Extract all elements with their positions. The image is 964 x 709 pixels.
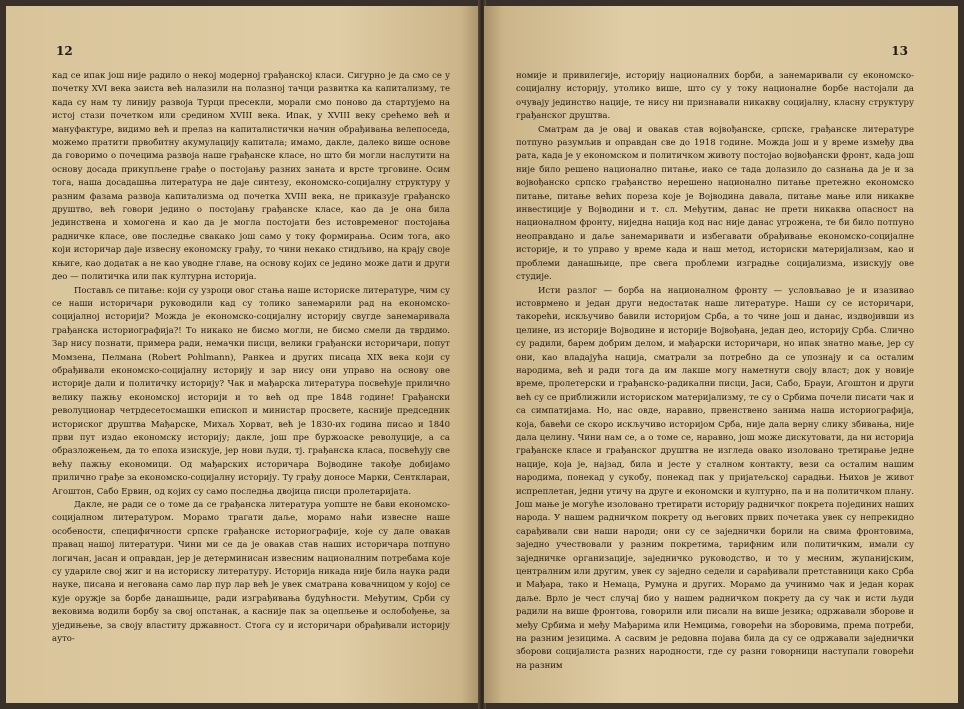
- right-page-text: [516, 70, 914, 673]
- paragraph: Постављ се питање: који су узроци овог стања наше историске литературе, чим су се наши историчари руководили кад су толико занемарили рад на економско-социјалној историји? Можда је економско-социјалну историју свугде занемаривала грађанска историографија?! То никако не бисмо могли, не бисмо смели да тврдимо. Зар нису познати, примера ради, немачки писци, велики грађански историчари, попут Момзена, Пелмана (Robert Pohlmann), Ранкеа и других писаца XIX века који су обрађивали економско-социјалну историју и зар нису они управо на основу ове историје дали и политичку историју? Чак и мађарска литература посвећује прилично велику пажњу економској историји и то већ од пре 1848 године! Грађански револуционар четрдесетосмашки епископ и министар просвете, касније председник историског друштва Мађарске, Михаљ Хорват, већ је 1830-их година писао и 1840 први пут издао економску историју; дакле, још пре буржоаске револуције, а са образложењем, да то епоха изискује, јер нови људи, тј. грађанска класа, посвећују све већу пажњу економици. Од мађарских историчара Војводине такође добијамо прилично грађе за економско-социјалну историју. Ту грађу доносе Марки, Сентклараи, Агоштон, Сабо Ервин, од којих су само последња двојица писци пролетаријата.: [52, 285, 450, 497]
- paragraph: кад се ипак још није радило о некој модерној грађанској класи. Сигурно је да смо се у почетку XVI века заиста већ налазили на полазној тачци развитка ка капитализму, те када су нам ту линију развоја Турци пресекли, морали смо поново да стартујемо на истој стази почетком или средином XVIII века. Ипак, у XVIII веку срећемо већ и мануфактуре, видимо већ и прелаз на капиталистички начин обрађивања велепоседа, можемо пратити првобитну акумулацију капитала; имамо, дакле, далеко више основе да говоримо о почецима развоја наше грађанске класе, но што би могли наслутити на основу досада прикупљене грађе о постојању разних заната и врсте трговине. Осим тога, наша досадашња литература не даје синтезу, економско-социјалну структуру у разним фазама развоја капитализма од почетка XVIII века, не приказује грађанско друштво, већ говори једино о постојању грађанске класе, као да је она била јединствена и хомогена и као да је могла постојати без истовременог постојања радничке класе, ове последње свакако још само у току формирања. Осим тога, ако који историчар даје извесну економску грађу, то чини некако стидљиво, на крају своје књиге, као додатак а не као уводне главе, на основу којих се једино може дати и други део — политичка или пак културна историја.: [52, 71, 450, 283]
- left-page: [6, 6, 480, 703]
- page-number-right: 13: [891, 44, 908, 58]
- paragraph: Дакле, не ради се о томе да се грађанска литература уопште не бави економско-социјалном литературом. Морамо трагати даље, морамо наћи извесне наше особености, специфичности српске грађанске историографије, које су дале овакав правац нашој литератури. Чини ми се да је овакав став наших историчара потпуно логичан, јасан и оправдан, јер је детерминисан извесним националним потребама које су удариле свој жиг и на историску литературу. Историја никада није била наука ради науке, писана и негована само лар пур лар већ је увек сматрана ковачницом у којој се кује оружје за борбе данашњице, ради изграђивања будућности. Међутим, Срби су вековима водили борбу за свој опстанак, а касније пак за оцепљење и ослобођење, за уједињење, за своју властиту државност. Стога су и историчари обрађивали историју ауто-: [52, 500, 450, 645]
- right-page: [484, 6, 958, 703]
- left-page-text: [52, 70, 450, 646]
- paragraph: номије и привилегије, историју националних борби, а занемаривали су економско-социјалну историју, утолико више, што су у току националне борбе настојали да очувају јединство нације, те нису ни признавали никакву социјалну, класну структуру грађанског друштва.: [516, 71, 914, 122]
- paragraph: Исти разлог — борба на националном фронту — условљавао је и изазивао истоврмено и један други недостатак наше литературе. Наши су се историчари, такорећи, искључиво бавили историјом Срба, а то чине још и данас, издвојивши из целине, из историје Војводине и историје Војвођана, један део, историју Срба. Слично су радили, барем добрим делом, и мађарски историчари, но ипак знатно мање, јер су они, као владајућа нација, сматрали за потребно да се упознају и са осталим народима, већ и ради тога да им лакше могу наметнути своју власт; док у новије време, пролетерски и грађанско-радикални писци, Јаси, Сабо, Брауи, Агоштон и други већ су се приближили историском материјализму, те су о Србима почели писати чак и са симпатијама. Но, нас овде, наравно, првенствено занима наша историографија, која, бавећи се скоро искључиво историјом Срба, није дала верну слику збивања, није дала целину. Чини нам се, а о томе се, наравно, још може дискутовати, да ни историја грађанске класе и грађанског друштва не изгледа овако изоловано третирање једне нације, која је, најзад, била и јесте у сталном контакту, вези са осталим нашим народима, понекад у сукобу, понекад пак у пријатељској сарадњи. Њихов је живот испреплетан, једни утичу на друге и економски и културно, па и на политичком плану. Још мање је могуће изоловано третирати историју радничког покрета појединих наших народа. У нашем радничком покрету од његових првих почетака увек су непрекидно сарађивали сви наши народи; они су се заједнички борили на свима фронтовима, заједно учествовали у разним покретима, тарифним или политичким, имали су заједничке организације, заједничко руководство, и то у месним, жупанијским, централним или другим, увек су заједно седели и сарађивали претставници како Срба и Мађара, тако и Немаца, Румуна и других. Морамо да учинимо чак и један корак даље. Врло је чест случај био у нашем радничком покрету да су чак и исти људи радили на више фронтова, говорили или писали на више језика; одржавали зборове и међу Србима и међу Мађарима или Немцима, говорећи на зборовима, према потреби, на разним језицима. А сасвим је редовна појава била да су се одржавали заједнички зборови социјалиста разних народности, где су разни говорници наступали говорећи на разним: [516, 285, 914, 671]
- paragraph: Сматрам да је овај и овакав став војвођанске, српске, грађанске литературе потпуно разумљив и оправдан све до 1918 године. Можда још и у време између два рата, када је у економском и политичком животу постојао војвођански фронт, када још није било решено национално питање, иако се тада долазило до сазнања да је и за војвођанско српско грађанство нерешено национално питање претежно економско питање, питање већих пореза које је Војводина давала, питање мање или никакве инвестиције у Војводини и т. сл. Међутим, данас не прети никаква опасност на националном фронту, ниједна нација код нас није данас угрожена, те би било потпуно неоправдано и даље занемаривати и избегавати обрађивање економско-социјалне историје, и то управо у време када и наш метод, историски материјализам, као и проблеми данашњице, пре свега проблеми изградње социјализма, изискују ове студије.: [516, 124, 914, 283]
- page-number-left: 12: [56, 44, 73, 58]
